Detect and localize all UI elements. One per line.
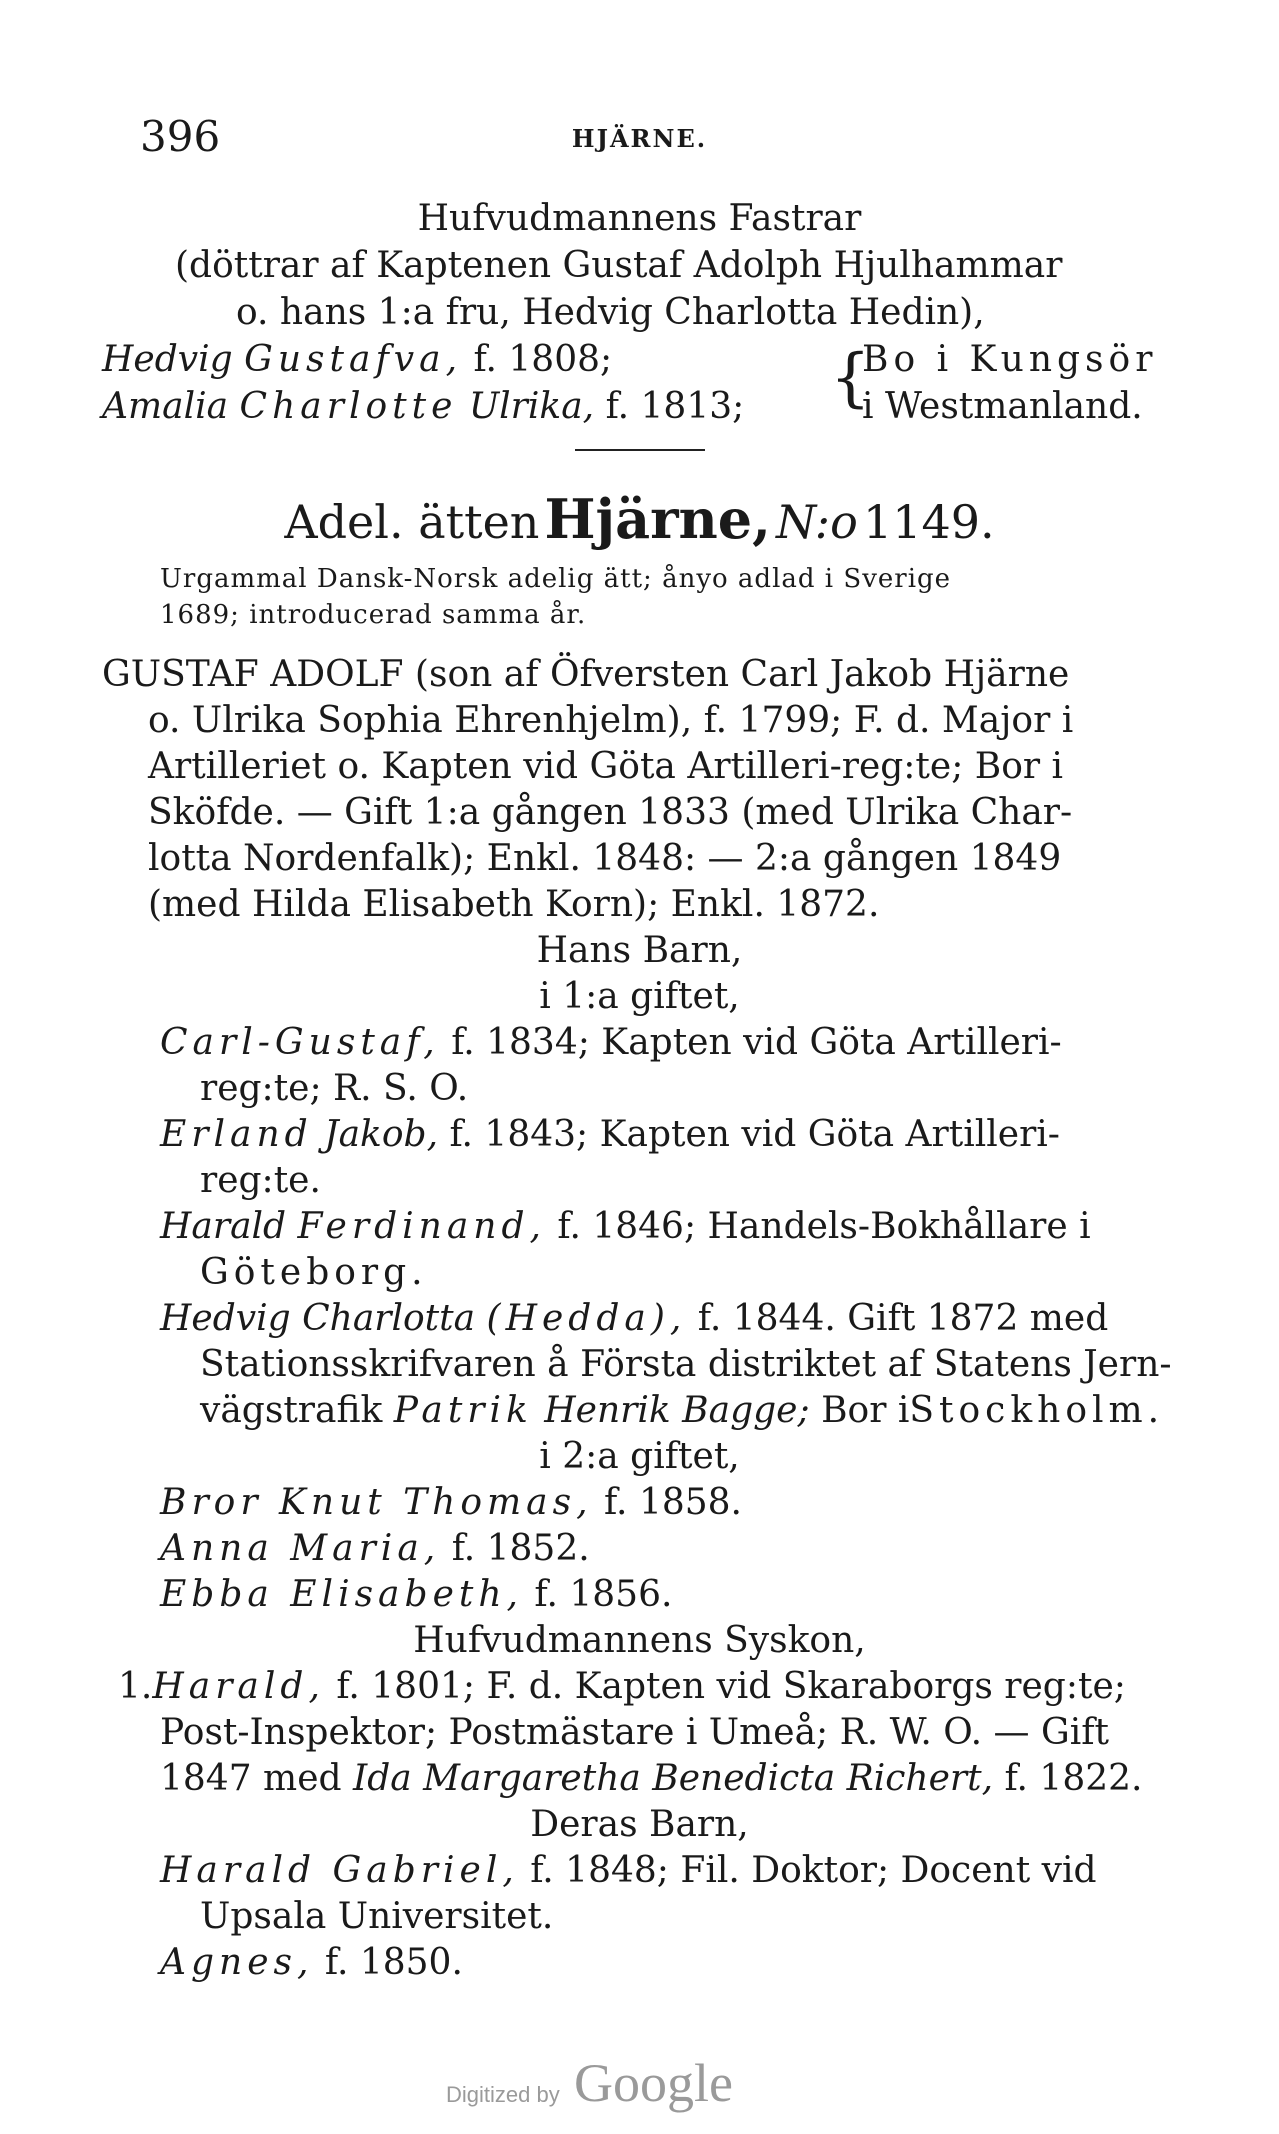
child-4-second-name: Charlotta — [302, 1298, 476, 1339]
child-7-name: Ebba Elisabeth, — [160, 1574, 523, 1615]
child-2-details: f. 1843; Kapten vid Göta Artilleri- — [449, 1114, 1060, 1155]
family-origin-line2: 1689; introducerad samma år. — [160, 600, 587, 630]
child-5 — [160, 1482, 742, 1523]
child-3-call-name: Ferdinand, — [297, 1206, 546, 1247]
page-number: 396 — [140, 112, 221, 161]
child-4-nickname: (Hedda), — [486, 1298, 687, 1339]
head-line-1: GUSTAF ADOLF (son af Öfversten Carl Jakob Hjärne — [102, 654, 1070, 695]
section-divider — [575, 449, 705, 451]
child-1-details: f. 1834; Kapten vid Göta Artilleri- — [451, 1022, 1062, 1063]
niece-1 — [160, 1942, 463, 1983]
child-1-name: Carl-Gustaf, — [160, 1022, 440, 1063]
fastrar-person-1 — [102, 339, 612, 380]
nephew-1 — [160, 1850, 1097, 1891]
child-7 — [160, 1574, 672, 1615]
child-2 — [160, 1114, 1060, 1155]
child-4-line-3 — [200, 1390, 1164, 1431]
nephew-1-continued: Upsala Universitet. — [200, 1896, 554, 1937]
spouse-surname: Bagge; — [682, 1390, 810, 1431]
family-number-label: N:o — [776, 495, 858, 549]
sibling-1 — [118, 1666, 1126, 1707]
sibling-1-line-3-a: 1847 med — [160, 1758, 342, 1799]
running-title: HJÄRNE. — [571, 124, 708, 153]
fastrar-residence-line2: i Westmanland. — [862, 386, 1143, 427]
child-1 — [160, 1022, 1062, 1063]
digitized-by-label: Digitized by — [446, 2082, 560, 2107]
head-line-2: o. Ulrika Sophia Ehrenhjelm), f. 1799; F. d. Major i — [148, 700, 1074, 741]
child-2-second-name: Jakob, — [324, 1114, 439, 1155]
person-2-birth: f. 1813; — [605, 386, 745, 427]
children-subheading-2: i 2:a giftet, — [539, 1436, 740, 1477]
fastrar-heading: Hufvudmannens Fastrar — [417, 198, 862, 239]
google-logo: Google — [574, 2053, 733, 2113]
fastrar-desc-line1: (döttrar af Kaptenen Gustaf Adolph Hjulhammar — [175, 245, 1063, 286]
child-4-line-3-a: vägstrafik — [200, 1390, 383, 1431]
child-3-first-name: Harald — [160, 1206, 287, 1247]
child-7-details: f. 1856. — [534, 1574, 673, 1615]
child-5-details: f. 1858. — [604, 1482, 743, 1523]
person-2-call-name: Charlotte — [239, 386, 458, 427]
sibling-1-details: f. 1801; F. d. Kapten vid Skaraborgs reg:te; — [336, 1666, 1126, 1707]
child-4-residence-place: Stockholm. — [909, 1390, 1165, 1431]
family-prefix: Adel. ätten — [284, 495, 540, 549]
head-line-5: lotta Nordenfalk); Enkl. 1848: — 2:a gången 1849 — [148, 838, 1062, 879]
child-4-line-2: Stationsskrifvaren å Första distriktet af Statens Jern- — [200, 1344, 1172, 1385]
child-3-continued: Göteborg. — [200, 1252, 428, 1293]
fastrar-desc-line2: o. hans 1:a fru, Hedvig Charlotta Hedin), — [236, 292, 985, 333]
person-1-birth: f. 1808; — [473, 339, 613, 380]
child-2-call-name: Erland — [160, 1114, 313, 1155]
sibling-1-line-3 — [160, 1758, 1142, 1799]
sibling-1-number: 1. — [118, 1666, 153, 1707]
person-1-first-name: Hedvig — [102, 339, 233, 380]
niece-1-name: Agnes, — [160, 1942, 314, 1983]
child-6 — [160, 1528, 590, 1569]
fastrar-person-2 — [102, 386, 744, 427]
child-6-name: Anna Maria, — [160, 1528, 441, 1569]
spouse-call-name: Patrik — [393, 1390, 533, 1431]
child-6-details: f. 1852. — [451, 1528, 590, 1569]
sibling-1-line-2: Post-Inspektor; Postmästare i Umeå; R. W. O. — Gift — [160, 1712, 1110, 1753]
family-heading — [0, 487, 1279, 551]
head-line-6: (med Hilda Elisabeth Korn); Enkl. 1872. — [148, 884, 880, 925]
siblings-heading: Hufvudmannens Syskon, — [413, 1620, 866, 1661]
nephew-1-name: Harald Gabriel, — [160, 1850, 519, 1891]
nephew-1-details: f. 1848; Fil. Doktor; Docent vid — [530, 1850, 1097, 1891]
family-name: Hjärne, — [544, 487, 771, 551]
person-1-call-name: Gustafva, — [244, 339, 463, 380]
fastrar-residence-line1: Bo i Kungsör — [862, 339, 1158, 380]
sibling-1-spouse: Ida Margaretha Benedicta Richert, — [353, 1758, 994, 1799]
niece-1-details: f. 1850. — [324, 1942, 463, 1983]
sibling-1-name: Harald, — [152, 1666, 325, 1707]
children-subheading-1: i 1:a giftet, — [539, 976, 740, 1017]
child-4-residence-prefix: Bor i — [821, 1390, 910, 1431]
child-2-continued: reg:te. — [200, 1160, 321, 1201]
child-3 — [160, 1206, 1091, 1247]
child-3-details: f. 1846; Handels-Bokhållare i — [557, 1206, 1091, 1247]
child-4-first-name: Hedvig — [160, 1298, 291, 1339]
child-1-continued: reg:te; R. S. O. — [200, 1068, 469, 1109]
person-2-third-name: Ulrika, — [468, 386, 595, 427]
head-line-3: Artilleriet o. Kapten vid Göta Artilleri-reg:te; Bor i — [148, 746, 1064, 787]
head-line-4: Sköfde. — Gift 1:a gången 1833 (med Ulrika Char- — [148, 792, 1073, 833]
family-number: 1149. — [862, 495, 995, 549]
person-2-first-name: Amalia — [102, 386, 229, 427]
deras-barn-heading: Deras Barn, — [530, 1804, 749, 1845]
children-heading: Hans Barn, — [536, 930, 743, 971]
spouse-second-name: Henrik — [544, 1390, 671, 1431]
child-4-details: f. 1844. Gift 1872 med — [697, 1298, 1109, 1339]
child-5-name: Bror Knut Thomas, — [160, 1482, 593, 1523]
family-origin-line1: Urgammal Dansk-Norsk adelig ätt; ånyo adlad i Sverige — [160, 564, 952, 594]
sibling-1-spouse-birth: f. 1822. — [1004, 1758, 1143, 1799]
brace-glyph: { — [830, 341, 871, 415]
child-4 — [160, 1298, 1108, 1339]
